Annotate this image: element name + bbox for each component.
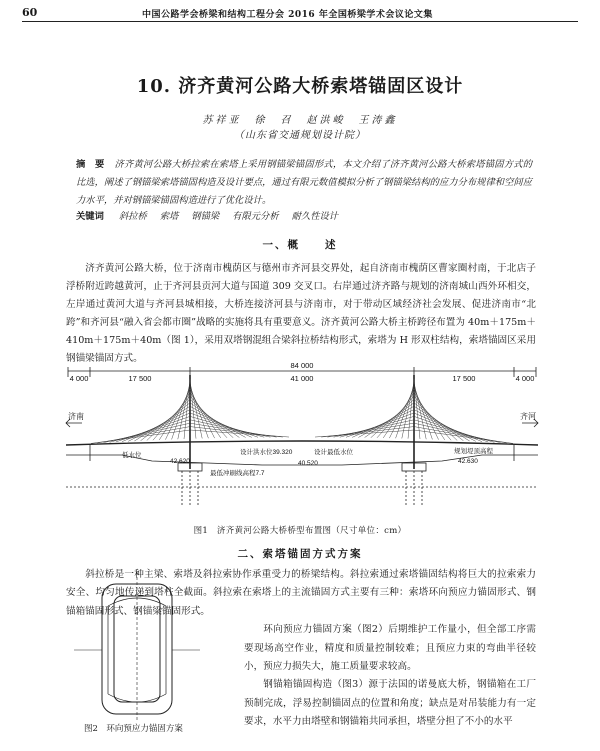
running-header: [22, 6, 578, 20]
planned-dike-label: 规划堤顶高程: [454, 448, 493, 455]
section2-paragraph: 环向预应力锚固方案（图2）后期维护工作量小，但全部工序需要现场高空作业，精度和质量控制较难；且预应力束的弯曲半径较小，预应力损失大，施工质量要求较高。: [244, 624, 536, 673]
design-flood-label: 设计洪水位39.320: [240, 449, 293, 456]
keyword-item: 斜拉桥: [118, 211, 147, 222]
stay-cable: [346, 413, 414, 437]
stay-cable: [91, 430, 190, 443]
keyword-item: 索塔: [159, 211, 179, 222]
stay-cable: [134, 406, 190, 441]
left-bank-label: 济南: [68, 412, 84, 421]
elev-mid: 40.520: [298, 460, 318, 467]
stay-cable: [190, 410, 252, 438]
keyword-item: 耐久性设计: [291, 211, 339, 222]
section-heading-1: 一、概 述: [262, 239, 338, 251]
keyword-item: 有限元分析: [232, 211, 279, 222]
stay-cables: [91, 379, 513, 443]
stay-cable: [159, 393, 190, 440]
authors: 苏祥亚 徐 召 赵洪峻 王涛鑫: [202, 115, 398, 126]
keywords-label: 关键词: [76, 211, 104, 222]
dim-total: 84 000: [290, 361, 314, 370]
dim-span-3: 41 000: [290, 374, 314, 383]
stay-cable: [414, 416, 488, 442]
bridge-elevation-figure: [62, 357, 542, 529]
stay-cable: [414, 413, 482, 442]
page-number: 60: [22, 6, 38, 19]
dim-span-1: 4 000: [69, 374, 89, 383]
keyword-item: 钢锚梁: [191, 211, 220, 222]
abstract-label: 摘 要: [76, 159, 105, 170]
stay-cable: [334, 420, 414, 437]
header-rule: [22, 21, 578, 22]
stay-cable: [122, 413, 190, 442]
section2-wrap: [244, 621, 536, 731]
stay-cable: [414, 430, 513, 443]
stay-cable: [414, 406, 470, 441]
stay-cable: [190, 420, 270, 437]
dim-span-4: 17 500: [452, 374, 476, 383]
figure2-caption: 图2 环向预应力锚固方案: [84, 724, 183, 734]
section2-body: [66, 566, 536, 732]
figure1-caption: 图1 济齐黄河公路大桥桥型布置图（尺寸单位：cm）: [193, 526, 407, 536]
design-low-label: 设计最低水位: [314, 449, 353, 456]
stay-cable: [190, 413, 258, 437]
abstract-text: 济齐黄河公路大桥拉索在索塔上采用钢锚梁锚固形式，本文介绍了济齐黄河公路大桥索塔锚固方式的比选，阐述了钢锚梁索塔锚固构造及设计要点，通过有限元数值模拟分析了钢锚梁结构的应力分布规律和空间应力水平，并对钢锚梁锚固构造进行了优化设计。: [76, 159, 532, 207]
dim-span-2: 17 500: [128, 374, 152, 383]
stay-cable: [116, 416, 190, 442]
section2-paragraph: 钢锚箱锚固构造（图3）源于法国的诺曼底大桥，钢锚箱在工厂预制完成，浮易控制锚固点的位置和角度；缺点是对吊装能力有一定要求，水平力由塔壁和钢锚箱共同承担，塔壁分担了不小的水平: [244, 679, 536, 728]
section1-paragraph: 济齐黄河公路大桥，位于济南市槐荫区与德州市齐河县交界处，起自济南市槐荫区曹家圈村南，于北店子浮桥附近跨越黄河，止于齐河县贡河大道与国道 309 交叉口。右岸通过济齐路与规划的济南城山西外环相交，左岸通过黄河大道与齐河县城相接，大桥连接济河县与济南市，对于带动区域经济社会发展、促进济南市“北跨”和齐河县“融入省会都市圈”战略的实施将具有重要意义。济齐黄河公路大桥主桥跨径布置为 40m＋175m＋410m＋175m＋40m（图 1），采用双塔钢混组合梁斜拉桥结构形式，索塔为 H 形双柱结构，索塔锚固区采用钢锚梁锚固方式。: [66, 263, 536, 365]
affiliation: （山东省交通规划设计院）: [234, 130, 366, 141]
section2-paragraph: 斜拉桥是一种主梁、索塔及斜拉索协作承重受力的桥梁结构。斜拉索通过索塔锚固结构将巨大的拉索索力安全、均匀地传递到塔柱全截面。斜拉索在索塔上的主流锚固方式主要有三种：索塔环向预应力锚固形式、钢锚箱锚固形式、钢锚梁锚固形式。: [66, 569, 536, 617]
section-heading-2: 二、索塔锚固方式方案: [237, 548, 363, 560]
elev-right: 42.630: [458, 458, 478, 465]
paper-title: 10. 济齐黄河公路大桥索塔锚固区设计: [136, 76, 464, 97]
right-bank-label: 齐河: [520, 412, 536, 421]
stay-cable: [352, 410, 414, 438]
journal-title: 中国公路学会桥梁和结构工程分会 2016 年全国桥梁学术会议论文集: [142, 10, 433, 20]
low-water-label: 低水位: [122, 452, 142, 459]
abstract: [76, 156, 532, 211]
dim-span-5: 4 000: [515, 374, 535, 383]
keywords: [76, 208, 532, 222]
scour-line-label: 最低冲刷线高程7.7: [210, 470, 265, 477]
elev-left: 42.620: [170, 458, 190, 465]
stay-cable: [414, 393, 445, 440]
